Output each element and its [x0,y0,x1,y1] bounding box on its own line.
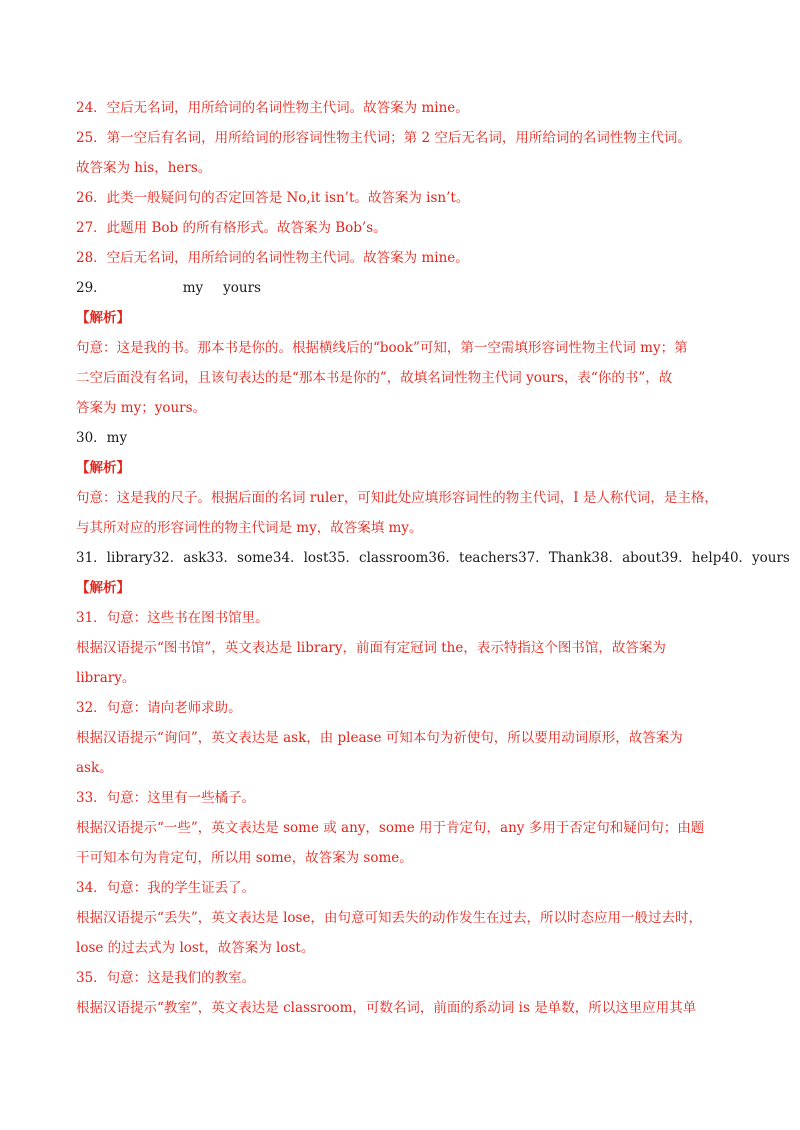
q29-answer-1: my [182,280,204,296]
analysis-33-title: 33．句意：这里有一些橘子。 [76,790,256,806]
answer-line-24: 24．空后无名词，用所给词的名词性物主代词。故答案为 mine。 [76,100,469,116]
answer-line-28: 28．空后无名词，用所给词的名词性物主代词。故答案为 mine。 [76,250,469,266]
analysis-32-line-1: 根据汉语提示“询问”，英文表达是 ask，由 please 可知本句为祈使句，所以要用动词原形，故答案为 [76,730,683,746]
analysis-32-title: 32．句意：请向老师求助。 [76,700,242,716]
analysis-29-line-1: 句意：这是我的书。那本书是你的。根据横线后的“book”可知，第一空需填形容词性物主代词 my；第 [76,340,688,356]
analysis-34-line-2: lose 的过去式为 lost，故答案为 lost。 [76,940,315,956]
analysis-heading-31-40: 【解析】 [76,580,130,596]
answer-line-31-40: 31．library32．ask33．some34．lost35．classroom36．teachers37．Thank38．about39．help40．yours [76,550,790,566]
q29-answer-2: yours [223,280,261,296]
analysis-35-title: 35．句意：这是我们的教室。 [76,970,256,986]
answer-line-25-cont: 故答案为 his，hers。 [76,160,212,176]
analysis-29-line-3: 答案为 my；yours。 [76,400,207,416]
analysis-35-line-1: 根据汉语提示“教室”，英文表达是 classroom，可数名词，前面的系动词 is 是单数，所以这里应用其单 [76,1000,697,1016]
analysis-heading-30: 【解析】 [76,460,130,476]
analysis-30-line-1: 句意：这是我的尺子。根据后面的名词 ruler，可知此处应填形容词性的物主代词，I 是人称代词，是主格， [76,490,718,506]
analysis-30-line-2: 与其所对应的形容词性的物主代词是 my，故答案填 my。 [76,520,423,536]
answer-line-27: 27．此题用 Bob 的所有格形式。故答案为 Bob’s。 [76,220,387,236]
answer-line-29 [76,279,261,297]
analysis-29-line-2: 二空后面没有名词，且该句表达的是“那本书是你的”，故填名词性物主代词 yours，表“你的书”，故 [76,370,673,386]
analysis-31-line-2: library。 [76,670,136,686]
answer-line-30: 30．my [76,430,128,446]
analysis-34-title: 34．句意：我的学生证丢了。 [76,880,256,896]
analysis-32-line-2: ask。 [76,760,113,776]
question-number-29: 29． [76,280,107,296]
analysis-31-line-1: 根据汉语提示“图书馆”，英文表达是 library，前面有定冠词 the，表示特指这个图书馆，故答案为 [76,640,666,656]
analysis-33-line-1: 根据汉语提示“一些”，英文表达是 some 或 any，some 用于肯定句，any 多用于否定句和疑问句；由题 [76,820,705,836]
analysis-31-title: 31．句意：这些书在图书馆里。 [76,610,269,626]
analysis-33-line-2: 干可知本句为肯定句，所以用 some，故答案为 some。 [76,850,413,866]
answer-line-25: 25．第一空后有名词，用所给词的形容词性物主代词；第 2 空后无名词，用所给词的名词性物主代词。 [76,130,691,146]
analysis-heading-29: 【解析】 [76,310,130,326]
analysis-34-line-1: 根据汉语提示“丢失”，英文表达是 lose，由句意可知丢失的动作发生在过去，所以时态应用一般过去时， [76,910,702,926]
answer-line-26: 26．此类一般疑问句的否定回答是 No,it isn’t。故答案为 isn’t。 [76,190,470,206]
